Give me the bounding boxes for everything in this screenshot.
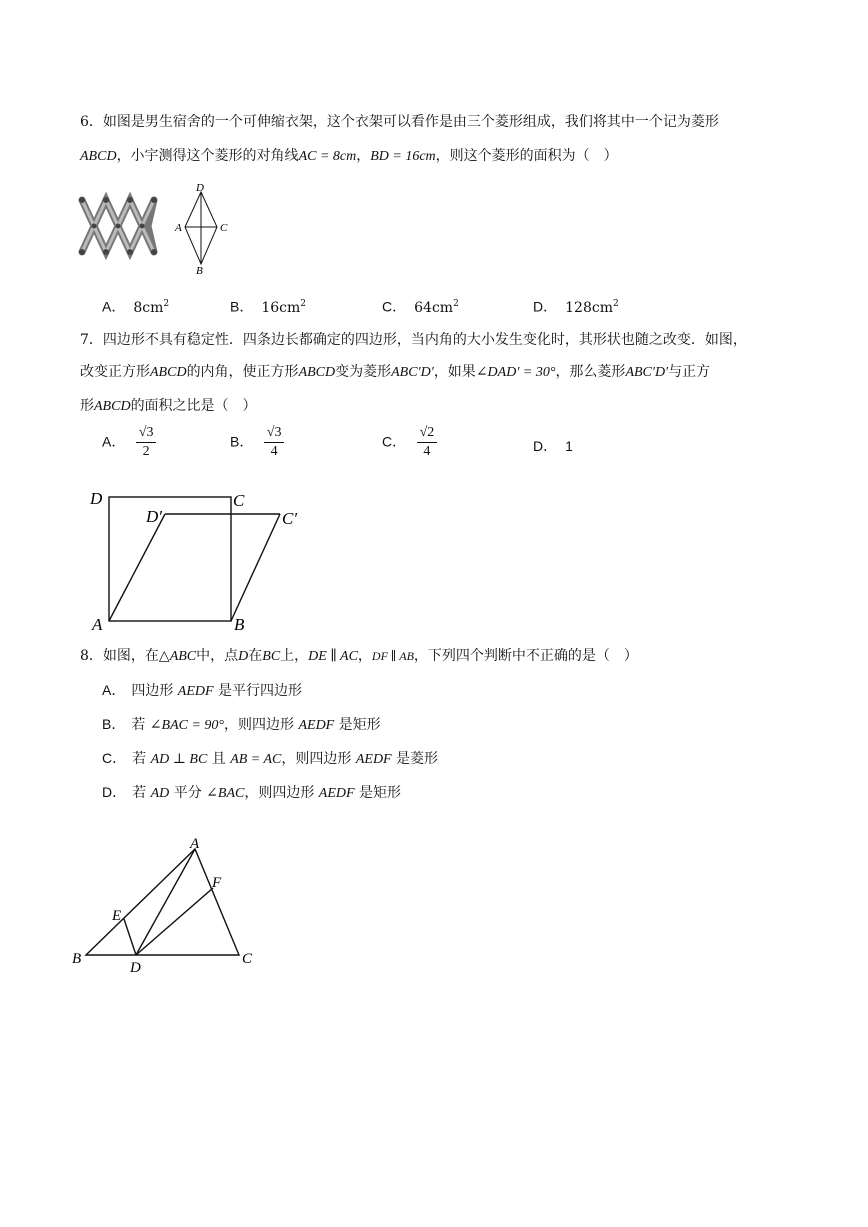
label-C: C: [233, 491, 245, 510]
opt-text: 若: [131, 717, 150, 733]
q7-line1: 7．四边形不具有稳定性．四条边长都确定的四边形，当内角的大小发生变化时，其形状也随之改变．如图，: [80, 332, 747, 348]
numerator: √2: [417, 424, 438, 443]
q7-option-d[interactable]: [533, 436, 573, 457]
q8-line1: [80, 646, 638, 667]
opt-math: ∠BAC: [206, 786, 245, 801]
option-value: 1: [565, 438, 573, 454]
label-C: C: [220, 222, 228, 234]
q8-t7: 上，: [280, 648, 309, 664]
label-C: C: [242, 951, 253, 967]
q6-bd: BD = 16cm: [370, 149, 436, 164]
opt-text: ，则四边形: [244, 785, 319, 801]
label-D: D: [90, 489, 103, 508]
numerator: √3: [264, 424, 285, 443]
q7-t10: ABC′D′: [625, 365, 669, 380]
q7-t7: ，如果: [433, 364, 476, 380]
label-B: B: [72, 951, 82, 967]
opt-text: ，则四边形: [224, 717, 299, 733]
option-key: D．: [102, 784, 127, 800]
option-value: 8cm: [133, 299, 164, 316]
q7-t2: ABCD: [150, 365, 187, 380]
opt-text: 且: [207, 751, 231, 767]
q6-question-end: ，则这个菱形的面积为（ ）: [435, 148, 618, 164]
option-key: D．: [533, 298, 558, 315]
option-key: C．: [382, 298, 407, 315]
q7-t13: ABCD: [94, 399, 131, 414]
opt-math: AEDF: [318, 786, 355, 801]
opt-text: 若: [132, 785, 151, 801]
q8-t3: 中，点: [196, 648, 239, 664]
q7-t4: ABCD: [298, 365, 336, 380]
option-key: A．: [102, 433, 126, 450]
opt-text: 是菱形: [391, 751, 439, 767]
opt-text: 是矩形: [354, 785, 401, 801]
q6-text: ，小宇测得这个菱形的对角线: [116, 148, 299, 164]
q8-t2: △ABC: [158, 649, 197, 664]
denominator: 4: [270, 444, 278, 459]
label-Dprime: D′: [146, 507, 162, 526]
q8-t9: ，: [357, 648, 372, 664]
option-key: B．: [230, 298, 254, 315]
q6-abcd: ABCD: [80, 149, 117, 164]
label-D: D: [130, 960, 141, 976]
opt-math: AD ⊥ BC: [150, 752, 208, 767]
q8-option-b[interactable]: [102, 714, 381, 736]
option-key: A．: [102, 682, 126, 698]
q6-option-b[interactable]: [230, 294, 306, 318]
q8-t8: DE ∥ AC: [308, 649, 358, 664]
opt-math: ∠BAC = 90°: [149, 718, 225, 733]
q7-t8: ∠DAD′ = 30°: [475, 365, 556, 380]
option-key: B．: [230, 433, 254, 450]
q7-t9: ，那么菱形: [555, 364, 626, 380]
square-rhombus-figure: [88, 486, 310, 636]
q6-line2: [80, 146, 618, 167]
option-sup: 2: [612, 299, 619, 309]
q7-option-c[interactable]: [382, 424, 437, 461]
rhombus-figure: [172, 180, 234, 276]
q8-option-c[interactable]: [102, 748, 438, 770]
q6-comma: ，: [356, 148, 371, 164]
option-key: A．: [102, 298, 126, 315]
label-B: B: [196, 265, 203, 276]
numerator: √3: [136, 424, 157, 443]
q8-t11: ，下列四个判断中不正确的是（ ）: [413, 648, 638, 664]
q8-t10: DF ∥ AB: [371, 649, 414, 663]
denominator: 4: [423, 444, 431, 459]
q7-line3: [80, 396, 257, 417]
opt-text: 若: [132, 751, 151, 767]
option-value: 16cm: [261, 299, 301, 316]
opt-math: AD: [150, 786, 170, 801]
label-A: A: [190, 836, 200, 852]
q6-option-d[interactable]: [533, 294, 619, 318]
label-F: F: [212, 875, 222, 891]
q8-option-d[interactable]: [102, 782, 401, 804]
q7-t12: 形: [80, 398, 94, 414]
q8-t5: 在: [248, 648, 263, 664]
option-key: D．: [533, 438, 558, 454]
label-A: A: [92, 615, 103, 634]
q8-t6: BC: [262, 649, 281, 664]
fraction: [417, 424, 438, 461]
opt-math: AB = AC: [230, 752, 282, 767]
label-A: A: [175, 222, 182, 234]
option-key: C．: [102, 750, 127, 766]
option-sup: 2: [300, 299, 307, 309]
q7-t5: 变为菱形: [335, 364, 392, 380]
fraction: [264, 424, 285, 461]
triangle-figure: [66, 830, 266, 978]
q7-t14: 的面积之比是（ ）: [130, 398, 257, 414]
opt-text: 是平行四边形: [213, 683, 303, 699]
label-B: B: [234, 615, 245, 634]
option-key: B．: [102, 716, 126, 732]
opt-text: 平分: [169, 785, 207, 801]
label-Cprime: C′: [282, 509, 298, 528]
q7-t1: 改变正方形: [80, 364, 150, 380]
q8-t1: 8．如图，在: [80, 648, 159, 664]
opt-math: AEDF: [177, 684, 214, 699]
opt-text: 是矩形: [334, 717, 381, 733]
label-E: E: [112, 908, 122, 924]
q7-line2: [80, 362, 710, 383]
option-sup: 2: [453, 299, 459, 309]
q7-t3: 的内角，使正方形: [186, 364, 299, 380]
label-D: D: [196, 182, 204, 194]
q6-option-a[interactable]: [102, 294, 169, 318]
option-value: 128cm: [565, 299, 613, 316]
denominator: 2: [142, 444, 150, 459]
opt-math: AEDF: [355, 752, 392, 767]
option-sup: 2: [163, 299, 170, 309]
opt-text: ，则四边形: [281, 751, 356, 767]
q6-line1: 6．如图是男生宿舍的一个可伸缩衣架，这个衣架可以看作是由三个菱形组成，我们将其中一个记为菱形: [80, 114, 719, 130]
opt-text: 四边形: [131, 683, 178, 699]
q7-option-a[interactable]: [102, 424, 156, 461]
q7-t11: 与正方: [668, 364, 711, 380]
q8-t4: D: [238, 649, 249, 664]
hanger-image: [74, 188, 164, 260]
fraction: [136, 424, 157, 461]
q8-option-a[interactable]: [102, 680, 302, 702]
q6-ac: AC = 8cm: [298, 149, 357, 164]
option-value: 64cm: [414, 299, 454, 316]
q7-option-b[interactable]: [230, 424, 284, 461]
q6-option-c[interactable]: [382, 294, 459, 318]
q7-t6: ABC′D′: [391, 365, 434, 380]
option-key: C．: [382, 433, 407, 450]
opt-math: AEDF: [298, 718, 335, 733]
